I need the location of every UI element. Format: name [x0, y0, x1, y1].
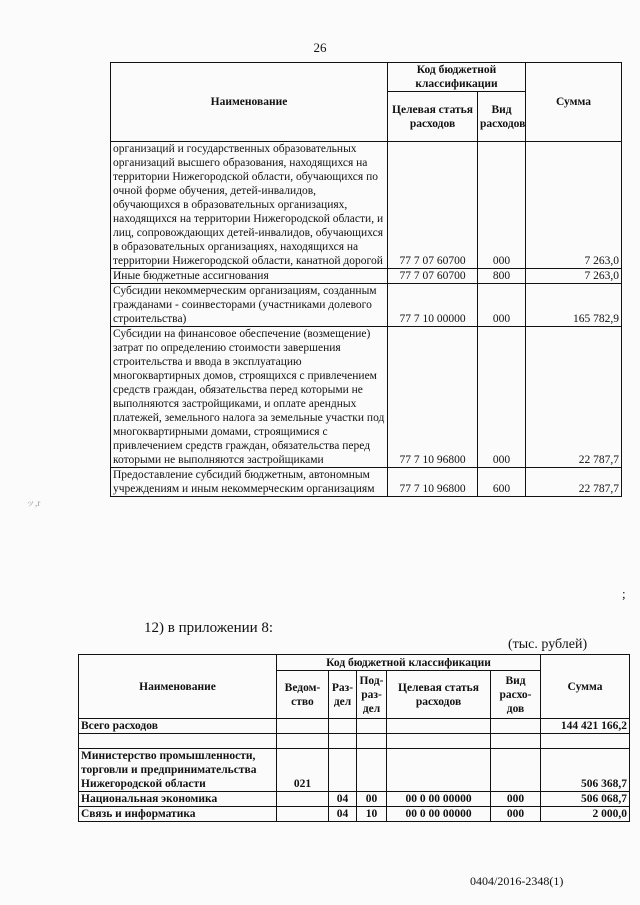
header-code-group: Код бюджетной классификации — [277, 655, 541, 671]
row-type: 000 — [478, 284, 526, 327]
row-sum: 506 368,7 — [541, 749, 630, 792]
row-subsection — [357, 719, 387, 734]
page-number: 26 — [313, 40, 327, 55]
row-type: 000 — [491, 792, 541, 807]
header-code-group: Код бюджетной классификации — [388, 63, 526, 92]
row-sum: 165 782,9 — [526, 284, 622, 327]
table-row — [111, 327, 622, 468]
row-sum: 7 263,0 — [526, 142, 622, 269]
row-name: Связь и информатика — [79, 807, 277, 822]
stray-scan-mark: ッ,r — [26, 498, 41, 508]
header-section: Раз- дел — [329, 671, 357, 719]
header-subsection: Под- раз- дел — [357, 671, 387, 719]
table-row — [79, 749, 630, 792]
header-name: Наименование — [79, 655, 277, 719]
row-name: Субсидии некоммерческим организациям, созданным гражданами - соинвесторами (участниками долевого строительства) — [111, 284, 388, 327]
row-section — [329, 719, 357, 734]
row-sum: 506 068,7 — [541, 792, 630, 807]
table-row — [79, 719, 630, 734]
row-target: 77 7 07 60700 — [388, 269, 478, 284]
row-type — [491, 749, 541, 792]
table-row — [111, 284, 622, 327]
row-subsection: 00 — [357, 792, 387, 807]
row-section: 04 — [329, 807, 357, 822]
units-label: (тыс. рублей) — [508, 637, 588, 652]
row-section: 04 — [329, 792, 357, 807]
table-row — [79, 807, 630, 822]
header-expense-type: Вид расходов — [478, 92, 526, 142]
row-sum: 144 421 166,2 — [541, 719, 630, 734]
row-name: Субсидии на финансовое обеспечение (возмещение) затрат по определению стоимости завершения строительства и ввода в эксплуатацию многоквартирных домов, строящихся с привлечением средств граждан, обязательства перед которыми не выполняются застройщиками, и оплате арендных платежей, земельного налога за земельные участки под многоквартирными домами, строящимися с привлечением средств граждан, обязательства перед которыми не выполняются застройщиками — [111, 327, 388, 468]
row-target: 00 0 00 00000 — [387, 792, 491, 807]
row-name: Министерство промышленности, торговли и предпринимательства Нижегородской области — [79, 749, 277, 792]
row-department — [277, 807, 329, 822]
table-row — [111, 468, 622, 497]
row-target: 77 7 07 60700 — [388, 142, 478, 269]
table-row — [111, 269, 622, 284]
row-type — [491, 719, 541, 734]
row-name: Иные бюджетные ассигнования — [111, 269, 388, 284]
row-sum: 22 787,7 — [526, 468, 622, 497]
row-name: организаций и государственных образовательных организаций высшего образования, находящихся на территории Нижегородской области, обучающихся по очной форме обучения, детей-инвалидов, обучающихся в образовательных организациях, находящихся на территории Нижегородской области, и лиц, сопровождающих детей-инвалидов, обучающихся в образовательных организациях, находящихся на территории Нижегородской области, канатной дорогой — [111, 142, 388, 269]
header-sum: Сумма — [541, 655, 630, 719]
header-department: Ведом- ство — [277, 671, 329, 719]
row-name: Предоставление субсидий бюджетным, автономным учреждениям и иным некоммерческим организациям — [111, 468, 388, 497]
row-target: 77 7 10 96800 — [388, 327, 478, 468]
row-subsection: 10 — [357, 807, 387, 822]
header-sum: Сумма — [526, 63, 622, 142]
row-target — [387, 719, 491, 734]
row-sum: 7 263,0 — [526, 269, 622, 284]
row-sum: 22 787,7 — [526, 327, 622, 468]
row-type: 000 — [491, 807, 541, 822]
header-name: Наименование — [111, 63, 388, 142]
table-row — [79, 792, 630, 807]
row-target: 77 7 10 96800 — [388, 468, 478, 497]
header-target-article: Целевая статья расходов — [387, 671, 491, 719]
section-caption: 12) в приложении 8: — [144, 620, 274, 636]
row-subsection — [357, 749, 387, 792]
header-expense-type: Вид расхо- дов — [491, 671, 541, 719]
row-sum: 2 000,0 — [541, 807, 630, 822]
table-row-spacer — [79, 734, 630, 749]
row-department — [277, 719, 329, 734]
row-type: 600 — [478, 468, 526, 497]
row-department: 021 — [277, 749, 329, 792]
row-name: Национальная экономика — [79, 792, 277, 807]
row-target: 77 7 10 00000 — [388, 284, 478, 327]
table-end-semicolon: ; — [622, 586, 626, 601]
row-type: 000 — [478, 142, 526, 269]
row-type: 800 — [478, 269, 526, 284]
row-target: 00 0 00 00000 — [387, 807, 491, 822]
row-name: Всего расходов — [79, 719, 277, 734]
table-row — [111, 142, 622, 269]
document-code: 0404/2016-2348(1) — [470, 874, 564, 888]
budget-table-appendix-8 — [78, 654, 630, 822]
row-department — [277, 792, 329, 807]
row-target — [387, 749, 491, 792]
header-target-article: Целевая статья расходов — [388, 92, 478, 142]
row-type: 000 — [478, 327, 526, 468]
budget-table-continued — [110, 62, 622, 497]
row-section — [329, 749, 357, 792]
